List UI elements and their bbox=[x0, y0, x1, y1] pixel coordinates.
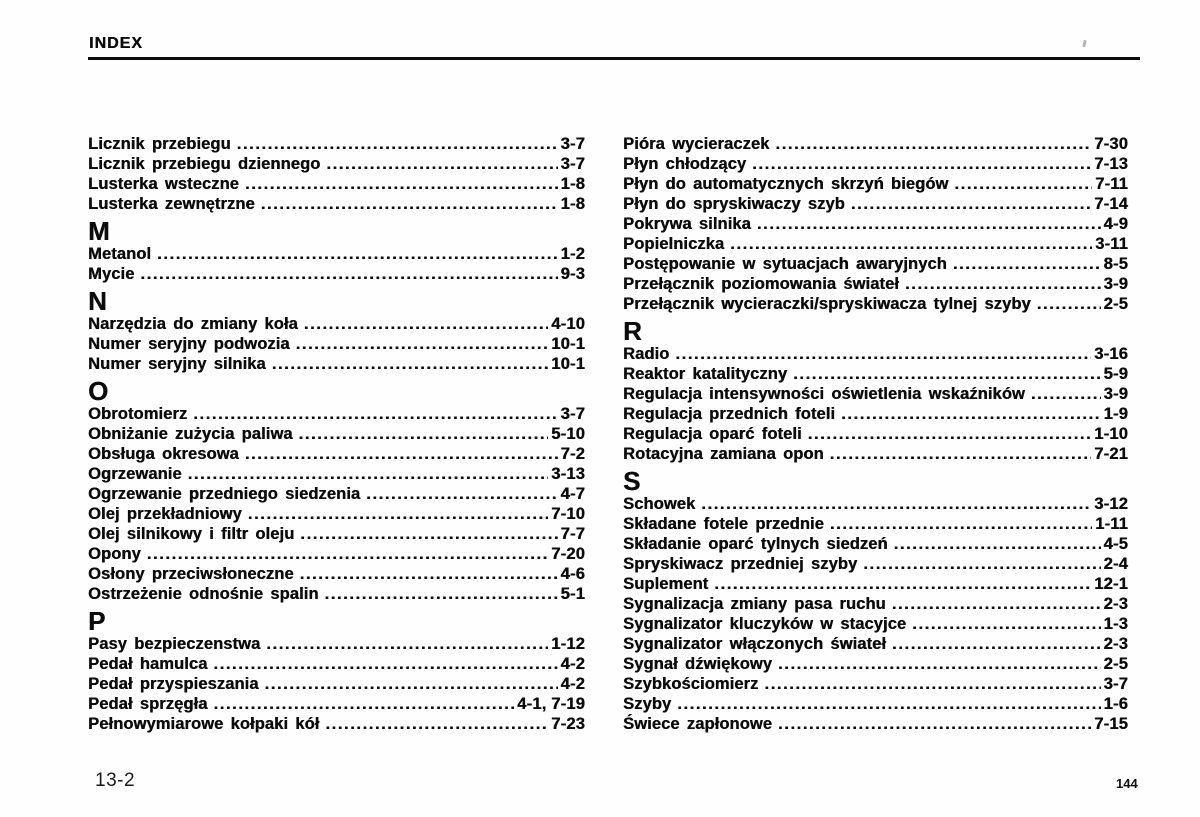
index-entry-page: 1-11 bbox=[1095, 515, 1128, 533]
index-entry bbox=[88, 654, 585, 674]
dot-leader bbox=[193, 404, 557, 424]
index-entry bbox=[623, 384, 1128, 404]
index-entry-page: 4-2 bbox=[560, 675, 585, 693]
index-entry bbox=[88, 424, 585, 444]
index-entry bbox=[88, 584, 585, 604]
index-entry-page: 1-2 bbox=[560, 245, 585, 263]
index-entry-page: 7-20 bbox=[551, 545, 585, 563]
index-entry bbox=[88, 244, 585, 264]
index-entry bbox=[88, 694, 585, 714]
dot-leader bbox=[265, 674, 558, 694]
index-entry bbox=[623, 274, 1128, 294]
index-entry-label: Obrotomierz bbox=[88, 405, 188, 423]
index-entry-page: 4-7 bbox=[560, 485, 585, 503]
header-rule bbox=[88, 57, 1140, 60]
dot-leader bbox=[675, 344, 1091, 364]
index-entry-page: 3-7 bbox=[1103, 675, 1128, 693]
index-entry-page: 7-14 bbox=[1094, 195, 1128, 213]
index-entry-label: Pedał przyspieszania bbox=[88, 675, 259, 693]
index-entry-label: Osłony przeciwsłoneczne bbox=[88, 565, 294, 583]
index-entry bbox=[623, 194, 1128, 214]
index-entry-page: 3-9 bbox=[1103, 275, 1128, 293]
index-entry bbox=[88, 674, 585, 694]
dot-leader bbox=[1031, 384, 1101, 404]
section-letter: M bbox=[88, 216, 110, 246]
index-entry-label: Składanie oparć tylnych siedzeń bbox=[623, 535, 888, 553]
index-entry-page: 5-9 bbox=[1103, 365, 1128, 383]
index-entry bbox=[88, 194, 585, 214]
index-entry bbox=[623, 154, 1128, 174]
index-entry bbox=[623, 494, 1128, 514]
index-entry-label: Pasy bezpieczenstwa bbox=[88, 635, 261, 653]
index-entry bbox=[88, 404, 585, 424]
index-entry-page: 3-9 bbox=[1103, 385, 1128, 403]
dot-leader bbox=[730, 234, 1092, 254]
dot-leader bbox=[300, 524, 557, 544]
index-entry-label: Popielniczka bbox=[623, 235, 725, 253]
dot-leader bbox=[296, 334, 549, 354]
index-entry-page: 5-1 bbox=[560, 585, 585, 603]
index-entry-label: Schowek bbox=[623, 495, 696, 513]
dot-leader bbox=[245, 174, 558, 194]
dot-leader bbox=[808, 424, 1092, 444]
page-title: INDEX bbox=[89, 35, 143, 52]
index-entry-label: Licznik przebiegu dziennego bbox=[88, 155, 321, 173]
index-entry-label: Suplement bbox=[623, 575, 709, 593]
index-entry-page: 5-10 bbox=[551, 425, 585, 443]
index-entry-page: 2-5 bbox=[1103, 655, 1128, 673]
index-entry-label: Przełącznik poziomowania świateł bbox=[623, 275, 899, 293]
dot-leader bbox=[157, 244, 558, 264]
dot-leader bbox=[140, 264, 557, 284]
index-entry bbox=[623, 674, 1128, 694]
index-entry-page: 3-12 bbox=[1094, 495, 1128, 513]
index-entry-page: 2-3 bbox=[1103, 635, 1128, 653]
index-entry bbox=[88, 154, 585, 174]
dot-leader bbox=[1037, 294, 1101, 314]
index-entry-page: 4-6 bbox=[560, 565, 585, 583]
index-entry-page: 7-23 bbox=[551, 715, 585, 733]
index-entry bbox=[623, 174, 1128, 194]
dot-leader bbox=[366, 484, 557, 504]
index-entry-label: Sygnalizator kluczyków w stacyjce bbox=[623, 615, 907, 633]
index-entry-label: Postępowanie w sytuacjach awaryjnych bbox=[623, 255, 947, 273]
index-entry-page: 3-13 bbox=[551, 465, 585, 483]
dot-leader bbox=[714, 574, 1091, 594]
section-letter: O bbox=[88, 376, 109, 406]
index-entry-page: 4-2 bbox=[560, 655, 585, 673]
index-entry-page: 3-11 bbox=[1095, 235, 1128, 253]
index-entry-label: Sygnalizator włączonych świateł bbox=[623, 635, 887, 653]
index-entry bbox=[88, 354, 585, 374]
index-entry-label: Metanol bbox=[88, 245, 152, 263]
index-entry-label: Narzędzia do zmiany koła bbox=[88, 315, 298, 333]
index-entry-label: Świece zapłonowe bbox=[623, 715, 772, 733]
index-entry-page: 4-9 bbox=[1103, 215, 1128, 233]
dot-leader bbox=[147, 544, 548, 564]
index-entry-label: Spryskiwacz przedniej szyby bbox=[623, 555, 858, 573]
dot-leader bbox=[892, 594, 1101, 614]
index-entry-label: Sygnalizacja zmiany pasa ruchu bbox=[623, 595, 886, 613]
index-entry-page: 1-9 bbox=[1103, 405, 1128, 423]
index-entry-label: Płyn do automatycznych skrzyń biegów bbox=[623, 175, 949, 193]
index-entry-label: Płyn do spryskiwaczy szyb bbox=[623, 195, 845, 213]
index-entry-page: 7-2 bbox=[560, 445, 585, 463]
index-entry-page: 7-11 bbox=[1095, 175, 1128, 193]
index-entry-label: Numer seryjny podwozia bbox=[88, 335, 290, 353]
index-entry-page: 1-8 bbox=[560, 175, 585, 193]
index-entry bbox=[623, 514, 1128, 534]
index-entry-label: Szyby bbox=[623, 695, 672, 713]
index-entry bbox=[88, 444, 585, 464]
index-entry bbox=[88, 314, 585, 334]
index-entry bbox=[623, 534, 1128, 554]
index-entry bbox=[623, 594, 1128, 614]
dot-leader bbox=[248, 504, 548, 524]
dot-leader bbox=[775, 134, 1091, 154]
index-entry-label: Pokrywa silnika bbox=[623, 215, 751, 233]
index-entry-page: 4-1, 7-19 bbox=[517, 695, 585, 713]
dot-leader bbox=[325, 714, 548, 734]
index-entry-page: 7-30 bbox=[1094, 135, 1128, 153]
section-letter: P bbox=[88, 606, 106, 636]
dot-leader bbox=[261, 194, 558, 214]
index-entry bbox=[88, 484, 585, 504]
index-entry-label: Ogrzewanie bbox=[88, 465, 182, 483]
index-entry-label: Reaktor katalityczny bbox=[623, 365, 788, 383]
index-content bbox=[88, 134, 1128, 734]
index-entry bbox=[623, 424, 1128, 444]
dot-leader bbox=[764, 674, 1100, 694]
dot-leader bbox=[300, 564, 558, 584]
dot-leader bbox=[851, 194, 1091, 214]
index-entry bbox=[623, 294, 1128, 314]
index-entry-page: 2-4 bbox=[1103, 555, 1128, 573]
index-entry-page: 4-5 bbox=[1103, 535, 1128, 553]
index-entry-label: Regulacja intensywności oświetlenia wskaźników bbox=[623, 385, 1025, 403]
index-entry-page: 7-21 bbox=[1094, 445, 1128, 463]
index-entry-label: Olej silnikowy i filtr oleju bbox=[88, 525, 295, 543]
index-entry-page: 4-10 bbox=[551, 315, 585, 333]
index-entry-page: 3-7 bbox=[560, 405, 585, 423]
index-entry-label: Obsługa okresowa bbox=[88, 445, 239, 463]
index-entry-label: Lusterka wsteczne bbox=[88, 175, 239, 193]
dot-leader bbox=[778, 654, 1101, 674]
index-entry-label: Pełnowymiarowe kołpaki kół bbox=[88, 715, 320, 733]
index-entry bbox=[623, 654, 1128, 674]
index-entry bbox=[623, 214, 1128, 234]
dot-leader bbox=[752, 154, 1091, 174]
section-letter: S bbox=[623, 466, 641, 496]
dot-leader bbox=[188, 464, 549, 484]
index-entry bbox=[88, 544, 585, 564]
dot-leader bbox=[299, 424, 549, 444]
index-entry bbox=[623, 364, 1128, 384]
index-entry-label: Pedał sprzęgła bbox=[88, 695, 208, 713]
dot-leader bbox=[830, 514, 1092, 534]
index-entry-page: 3-16 bbox=[1094, 345, 1128, 363]
index-entry-label: Ostrzeżenie odnośnie spalin bbox=[88, 585, 319, 603]
section-letter: N bbox=[88, 286, 107, 316]
dot-leader bbox=[778, 714, 1091, 734]
index-entry bbox=[623, 554, 1128, 574]
index-entry-label: Przełącznik wycieraczki/spryskiwacza tylnej szyby bbox=[623, 295, 1031, 313]
index-entry-page: 12-1 bbox=[1094, 575, 1128, 593]
index-entry-page: 7-15 bbox=[1094, 715, 1128, 733]
index-entry-label: Płyn chłodzący bbox=[623, 155, 747, 173]
index-entry-page: 1-12 bbox=[551, 635, 585, 653]
index-entry-label: Lusterka zewnętrzne bbox=[88, 195, 255, 213]
index-entry-label: Sygnał dźwiękowy bbox=[623, 655, 772, 673]
index-entry bbox=[88, 334, 585, 354]
index-entry bbox=[88, 504, 585, 524]
index-entry bbox=[623, 714, 1128, 734]
index-right-column bbox=[623, 134, 1128, 734]
dot-leader bbox=[237, 134, 558, 154]
index-entry-label: Numer seryjny silnika bbox=[88, 355, 266, 373]
scan-page-number: 144 bbox=[1116, 776, 1138, 791]
index-entry-label: Szybkościomierz bbox=[623, 675, 759, 693]
index-entry bbox=[88, 564, 585, 584]
dot-leader bbox=[757, 214, 1101, 234]
index-entry bbox=[623, 634, 1128, 654]
dot-leader bbox=[892, 634, 1101, 654]
dot-leader bbox=[894, 534, 1101, 554]
index-entry-page: 8-5 bbox=[1103, 255, 1128, 273]
index-entry-page: 1-8 bbox=[560, 195, 585, 213]
index-entry bbox=[623, 254, 1128, 274]
index-left-column bbox=[88, 134, 585, 734]
index-entry-page: 3-7 bbox=[560, 155, 585, 173]
index-entry-label: Składane fotele przednie bbox=[623, 515, 824, 533]
index-entry bbox=[88, 634, 585, 654]
index-entry-label: Ogrzewanie przedniego siedzenia bbox=[88, 485, 361, 503]
index-entry-label: Licznik przebiegu bbox=[88, 135, 231, 153]
index-entry-label: Regulacja oparć foteli bbox=[623, 425, 802, 443]
dot-leader bbox=[954, 174, 1092, 194]
index-entry-page: 7-13 bbox=[1094, 155, 1128, 173]
dot-leader bbox=[245, 444, 558, 464]
dot-leader bbox=[677, 694, 1100, 714]
dot-leader bbox=[912, 614, 1100, 634]
index-entry bbox=[88, 134, 585, 154]
index-entry-page: 10-1 bbox=[551, 355, 585, 373]
index-entry bbox=[88, 264, 585, 284]
index-entry bbox=[623, 344, 1128, 364]
dot-leader bbox=[863, 554, 1100, 574]
dot-leader bbox=[213, 654, 557, 674]
index-entry-label: Radio bbox=[623, 345, 670, 363]
dot-leader bbox=[272, 354, 548, 374]
index-entry-page: 7-10 bbox=[551, 505, 585, 523]
index-entry bbox=[623, 234, 1128, 254]
index-entry-page: 9-3 bbox=[560, 265, 585, 283]
index-entry-label: Regulacja przednich foteli bbox=[623, 405, 836, 423]
dot-leader bbox=[841, 404, 1100, 424]
dot-leader bbox=[701, 494, 1091, 514]
section-page-number: 13-2 bbox=[95, 770, 136, 791]
index-entry bbox=[88, 464, 585, 484]
index-entry-label: Obniżanie zużycia paliwa bbox=[88, 425, 293, 443]
dot-leader bbox=[953, 254, 1101, 274]
index-entry bbox=[623, 574, 1128, 594]
scan-artifact bbox=[1082, 40, 1087, 48]
index-entry-page: 1-3 bbox=[1103, 615, 1128, 633]
index-entry bbox=[88, 524, 585, 544]
index-entry-page: 1-6 bbox=[1103, 695, 1128, 713]
index-entry-page: 3-7 bbox=[560, 135, 585, 153]
index-entry-page: 7-7 bbox=[560, 525, 585, 543]
index-entry-label: Mycie bbox=[88, 265, 135, 283]
index-entry-page: 2-5 bbox=[1103, 295, 1128, 313]
dot-leader bbox=[266, 634, 548, 654]
dot-leader bbox=[905, 274, 1101, 294]
index-entry-page: 10-1 bbox=[551, 335, 585, 353]
index-entry-page: 1-10 bbox=[1094, 425, 1128, 443]
index-entry bbox=[88, 174, 585, 194]
index-entry bbox=[623, 614, 1128, 634]
dot-leader bbox=[304, 314, 548, 334]
index-entry bbox=[88, 714, 585, 734]
section-letter: R bbox=[623, 316, 642, 346]
dot-leader bbox=[830, 444, 1092, 464]
index-entry-label: Olej przekładniowy bbox=[88, 505, 242, 523]
index-entry-page: 2-3 bbox=[1103, 595, 1128, 613]
index-entry-label: Opony bbox=[88, 545, 141, 563]
dot-leader bbox=[213, 694, 514, 714]
index-entry-label: Pedał hamulca bbox=[88, 655, 208, 673]
dot-leader bbox=[326, 154, 557, 174]
dot-leader bbox=[793, 364, 1100, 384]
index-entry bbox=[623, 444, 1128, 464]
index-entry bbox=[623, 134, 1128, 154]
index-entry bbox=[623, 404, 1128, 424]
index-entry bbox=[623, 694, 1128, 714]
index-entry-label: Rotacyjna zamiana opon bbox=[623, 445, 824, 463]
dot-leader bbox=[325, 584, 558, 604]
index-entry-label: Pióra wycieraczek bbox=[623, 135, 770, 153]
